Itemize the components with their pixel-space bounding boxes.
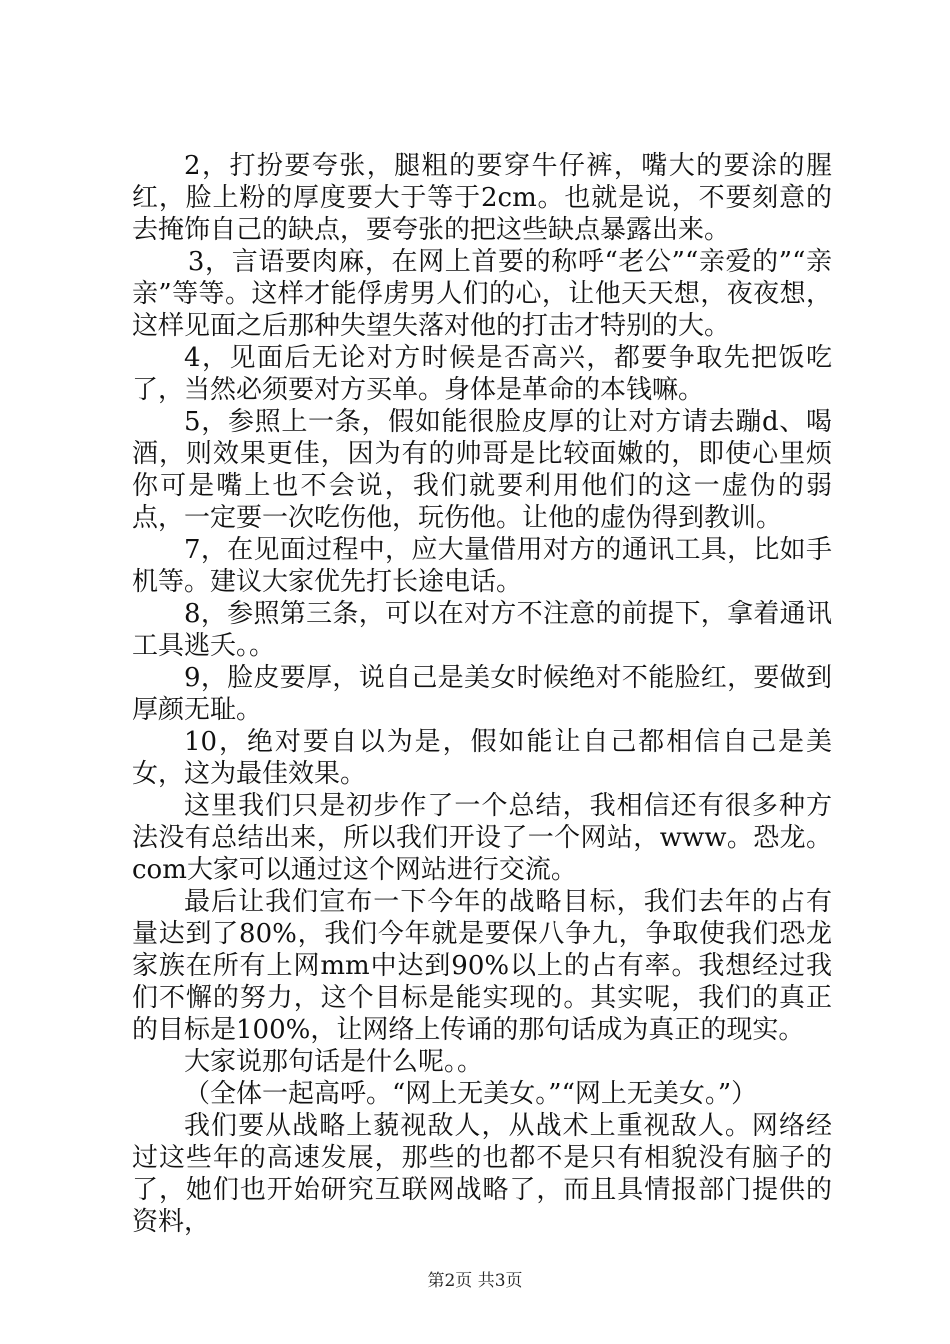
document-body bbox=[132, 150, 832, 1238]
paragraph-closing: 我们要从战略上藐视敌人，从战术上重视敌人。网络经过这些年的高速发展，那些的也都不是只有相貌没有脑子的了，她们也开始研究互联网战略了，而且具情报部门提供的资料， bbox=[132, 1111, 832, 1237]
paragraph-strategy-goal: 最后让我们宣布一下今年的战略目标，我们去年的占有量达到了80%，我们今年就是要保八争九，争取使我们恐龙家族在所有上网mm中达到90%以上的占有率。我想经过我们不懈的努力，这个目标是能实现的。其实呢，我们的真正的目标是100%，让网络上传诵的那句话成为真正的现实。 bbox=[132, 887, 832, 1045]
page-footer: 第2页 共3页 bbox=[427, 1271, 523, 1291]
paragraph-item-9: 9，脸皮要厚，说自己是美女时候绝对不能脸红，要做到厚颜无耻。 bbox=[132, 663, 832, 725]
paragraph-item-7: 7，在见面过程中，应大量借用对方的通讯工具，比如手机等。建议大家优先打长途电话。 bbox=[132, 535, 832, 597]
paragraph-item-8: 8，参照第三条，可以在对方不注意的前提下，拿着通讯工具逃夭。。 bbox=[132, 599, 832, 661]
paragraph-question: 大家说那句话是什么呢。。 bbox=[184, 1047, 484, 1077]
paragraph-item-3: 3，言语要肉麻，在网上首要的称呼“老公”“亲爱的”“亲亲”等等。这样才能俘虏男人们的心，让他天天想，夜夜想，这样见面之后那种失望失落对他的打击才特别的大。 bbox=[132, 247, 832, 341]
paragraph-item-10: 10，绝对要自以为是，假如能让自己都相信自己是美女，这为最佳效果。 bbox=[132, 727, 832, 789]
paragraph-summary: 这里我们只是初步作了一个总结，我相信还有很多种方法没有总结出来，所以我们开设了一个网站，www。恐龙。com大家可以通过这个网站进行交流。 bbox=[132, 791, 832, 885]
paragraph-item-5: 5，参照上一条，假如能很脸皮厚的让对方请去蹦d、喝酒，则效果更佳，因为有的帅哥是比较面嫩的，即使心里烦你可是嘴上也不会说，我们就要利用他们的这一虚伪的弱点，一定要一次吃伤他，玩伤他。让他的虚伪得到教训。 bbox=[132, 407, 832, 533]
paragraph-chant: （全体一起高呼。“网上无美女。”“网上无美女。”） bbox=[184, 1079, 758, 1109]
paragraph-item-4: 4，见面后无论对方时候是否高兴，都要争取先把饭吃了，当然必须要对方买单。身体是革命的本钱嘛。 bbox=[132, 343, 832, 405]
paragraph-item-2: 2，打扮要夸张，腿粗的要穿牛仔裤，嘴大的要涂的腥红，脸上粉的厚度要大于等于2cm。也就是说，不要刻意的去掩饰自己的缺点，要夸张的把这些缺点暴露出来。 bbox=[132, 151, 832, 245]
